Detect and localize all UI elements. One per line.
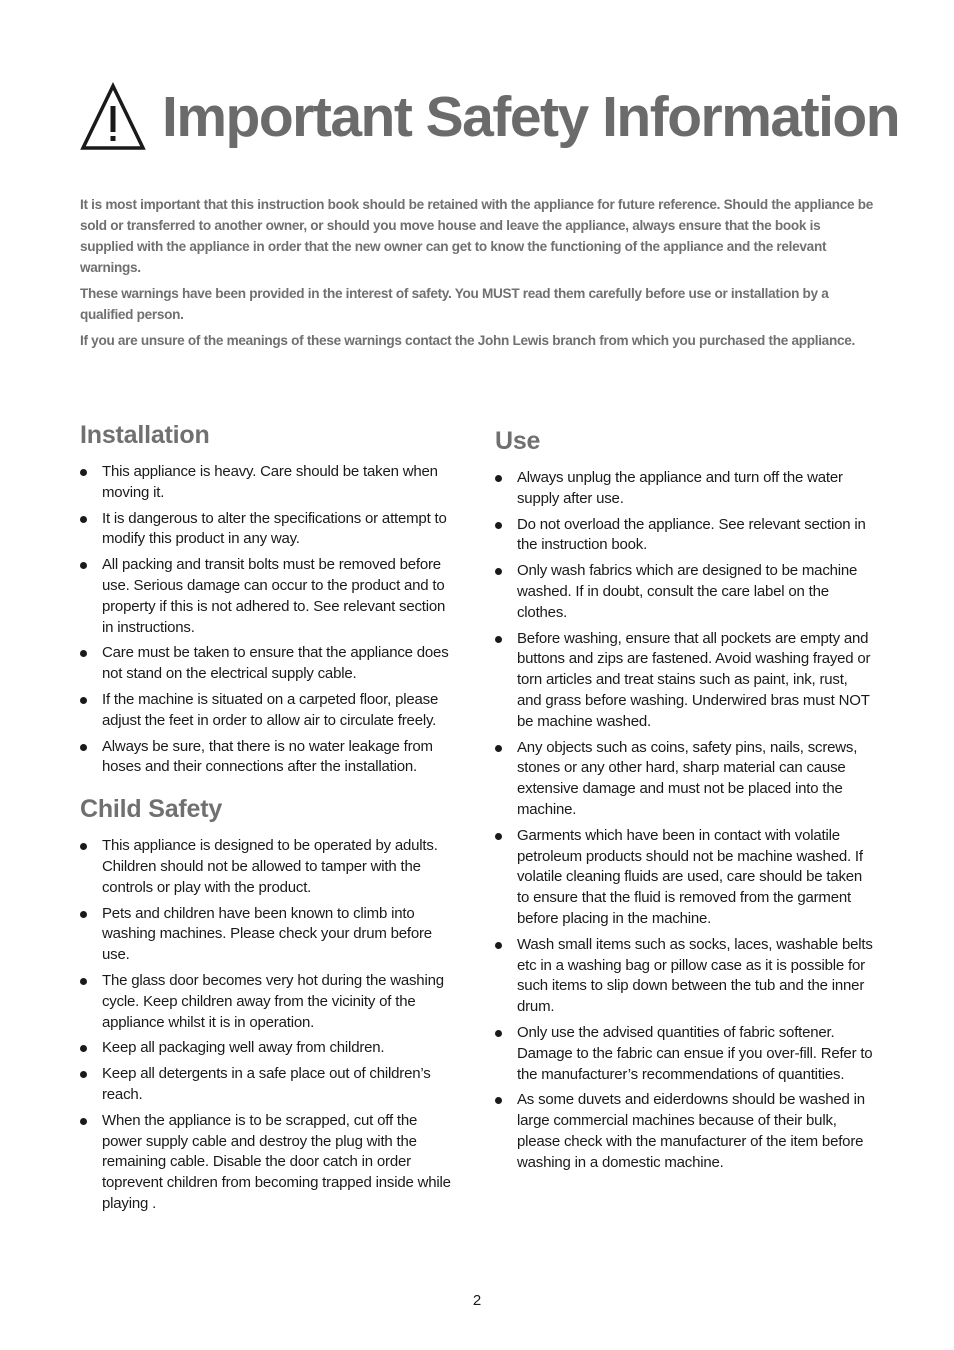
list-item-text: It is dangerous to alter the specifications or attempt to modify this product in any way.	[102, 509, 447, 548]
installation-list	[80, 462, 460, 778]
bullet-icon	[80, 843, 87, 850]
list-item-text: As some duvets and eiderdowns should be washed in large commercial machines because of their bulk, please check with the manufacturer of the item before washing in a domestic machine.	[517, 1091, 865, 1171]
list-item-text: Only wash fabrics which are designed to be machine washed. If in doubt, consult the care label on the clothes.	[517, 562, 858, 621]
list-item-text: Garments which have been in contact with volatile petroleum products should not be machine washed. If volatile cleaning fluids are used, care should be taken to ensure that the fluid is removed from the garment before placing in the machine.	[517, 826, 863, 927]
list-item	[80, 836, 460, 898]
warning-triangle-icon	[80, 82, 146, 152]
bullet-icon	[495, 475, 502, 482]
list-item	[80, 643, 460, 685]
child-safety-heading: Child Safety	[80, 795, 223, 824]
list-item	[80, 1038, 460, 1059]
list-item	[495, 826, 875, 930]
list-item	[495, 1090, 875, 1173]
right-column	[495, 424, 875, 1188]
list-item	[80, 1064, 460, 1106]
bullet-icon	[80, 1071, 87, 1078]
bullet-icon	[495, 833, 502, 840]
bullet-icon	[80, 1045, 87, 1052]
list-item-text: Before washing, ensure that all pockets are empty and buttons and zips are fastened. Avoid washing frayed or torn articles and treat stains such as paint, ink, rust, and grass before washing. Underwired bras must NOT be machine washed.	[517, 629, 871, 730]
list-item-text: Always unplug the appliance and turn off the water supply after use.	[517, 469, 843, 507]
list-item-text: Pets and children have been known to climb into washing machines. Please check your drum before use.	[102, 904, 432, 964]
bullet-icon	[495, 745, 502, 752]
bullet-icon	[80, 1118, 87, 1125]
list-item	[80, 904, 460, 966]
bullet-icon	[495, 522, 502, 529]
list-item-text: Any objects such as coins, safety pins, nails, screws, stones or any other hard, sharp material can cause extensive damage and must not be placed into the machine.	[517, 738, 858, 818]
bullet-icon	[495, 636, 502, 643]
list-item-text: Do not overload the appliance. See relevant section in the instruction book.	[517, 515, 866, 554]
list-item	[80, 509, 460, 551]
list-item	[80, 737, 460, 779]
list-item	[495, 738, 875, 821]
bullet-icon	[80, 744, 87, 751]
bullet-icon	[80, 697, 87, 704]
bullet-icon	[495, 568, 502, 575]
list-item-text: Wash small items such as socks, laces, washable belts etc in a washing bag or pillow case as it is possible for such items to slip down between the tub and the inner drum.	[517, 935, 873, 1016]
bullet-icon	[80, 562, 87, 569]
list-item-text: All packing and transit bolts must be removed before use. Serious damage can occur to the product and to property if this is not adhered to. See relevant section in instructions.	[102, 556, 446, 636]
use-list	[495, 468, 875, 1174]
list-item-text: Keep all detergents in a safe place out of children’s reach.	[102, 1065, 431, 1103]
list-item-text: This appliance is designed to be operated by adults. Children should not be allowed to tamper with the controls or play with the product.	[102, 837, 438, 896]
intro-paragraph: These warnings have been provided in the interest of safety. You MUST read them carefully before use or installation by a qualified person.	[80, 286, 829, 322]
child-safety-list	[80, 836, 460, 1215]
page-title: Important Safety Information	[162, 85, 900, 149]
list-item	[80, 555, 460, 638]
bullet-icon	[80, 911, 87, 918]
bullet-icon	[495, 1030, 502, 1037]
list-item-text: Only use the advised quantities of fabric softener. Damage to the fabric can ensue if you over-fill. Refer to the manufacturer’s recommendations of quantities.	[517, 1023, 873, 1083]
list-item	[495, 561, 875, 623]
intro-paragraph: It is most important that this instruction book should be retained with the appliance for future reference. Should the appliance be sold or transferred to another owner, or should you move house and leave the appliance, always ensure that the book is supplied with the appliance in order that the new owner can get to know the functioning of the appliance and the relevant warnings.	[80, 197, 874, 275]
bullet-icon	[80, 978, 87, 985]
installation-heading: Installation	[80, 421, 210, 449]
list-item	[80, 462, 460, 504]
list-item-text: The glass door becomes very hot during the washing cycle. Keep children away from the vicinity of the appliance whilst it is in operation.	[102, 971, 444, 1031]
list-item	[495, 468, 875, 510]
list-item-text: If the machine is situated on a carpeted floor, please adjust the feet in order to allow air to circulate freely.	[102, 690, 439, 729]
list-item	[495, 935, 875, 1018]
bullet-icon	[80, 650, 87, 657]
bullet-icon	[80, 469, 87, 476]
list-item	[80, 690, 460, 732]
list-item-text: This appliance is heavy. Care should be taken when moving it.	[102, 463, 438, 501]
left-column	[80, 418, 460, 1229]
list-item-text: When the appliance is to be scrapped, cut off the power supply cable and destroy the plug with the remaining cable. Disable the door catch in order toprevent children from becoming trapped inside while playing .	[102, 1111, 451, 1212]
use-heading: Use	[495, 427, 541, 455]
list-item-text: Always be sure, that there is no water leakage from hoses and their connections after the installation.	[102, 737, 433, 776]
list-item	[495, 515, 875, 557]
list-item	[495, 1023, 875, 1085]
list-item	[80, 971, 460, 1033]
intro-paragraph: If you are unsure of the meanings of these warnings contact the John Lewis branch from which you purchased the appliance.	[80, 333, 855, 348]
list-item	[495, 629, 875, 733]
list-item-text: Keep all packaging well away from children.	[102, 1039, 385, 1057]
list-item-text: Care must be taken to ensure that the appliance does not stand on the electrical supply cable.	[102, 644, 449, 683]
title-row	[80, 82, 899, 152]
list-item	[80, 1111, 460, 1215]
bullet-icon	[495, 942, 502, 949]
intro-text	[80, 194, 875, 356]
bullet-icon	[80, 516, 87, 523]
bullet-icon	[495, 1097, 502, 1104]
page-number: 2	[472, 1292, 482, 1309]
